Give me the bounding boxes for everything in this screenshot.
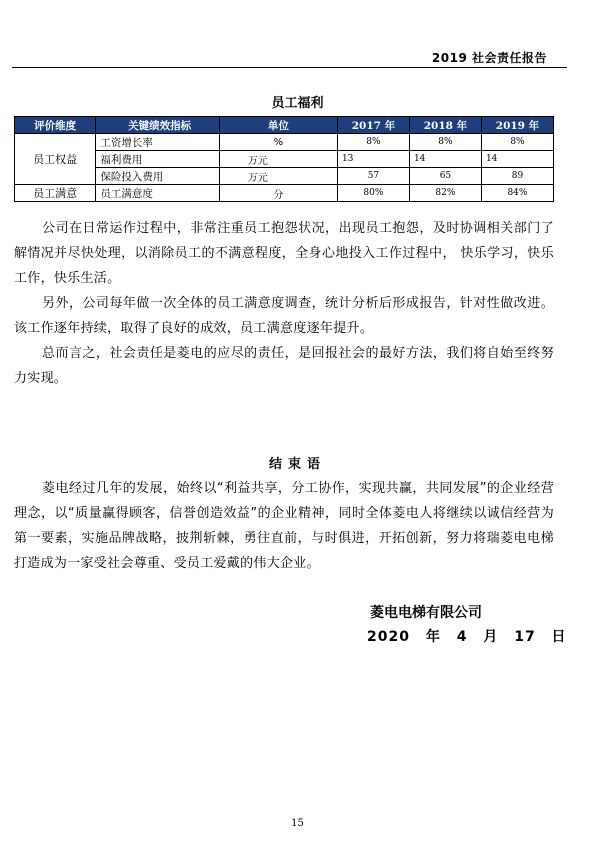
col-header-2019: 2019 年 — [481, 117, 553, 134]
cell-value-2018: 65 — [409, 168, 481, 185]
cell-value-2018: 82% — [409, 185, 481, 202]
table-row — [15, 134, 554, 151]
table-title: 员工福利 — [271, 96, 324, 111]
cell-dimension: 员工满意 — [15, 185, 96, 202]
col-header-2018: 2018 年 — [409, 117, 481, 134]
cell-value-2019: 14 — [481, 151, 553, 168]
cell-value-2017: 8% — [337, 134, 409, 151]
body-paragraph: 总而言之，社会责任是菱电的应尽的责任，是回报社会的最好方法，我们将自始至终努力实现。 — [14, 346, 554, 386]
cell-unit: 万元 — [219, 168, 337, 185]
table-header-row — [15, 117, 554, 134]
cell-unit: 万元 — [219, 151, 337, 168]
cell-value-2019: 8% — [481, 134, 553, 151]
cell-value-2018: 8% — [409, 134, 481, 151]
cell-value-2017: 80% — [337, 185, 409, 202]
signature-date: 2020 年 4 月 17 日 — [367, 629, 567, 645]
cell-kpi: 员工满意度 — [96, 185, 219, 202]
page-number: 15 — [291, 818, 304, 829]
closing-paragraph: 菱电经过几年的发展，始终以“利益共享，分工协作，实现共赢，共同发展”的企业经营理念，以“质量赢得顾客，信誉创造效益”的企业精神，同时全体菱电人将继续以诚信经营为第一要素，实施品牌战略，披荆斩棘，勇往直前，与时俱进，开拓创新，努力将瑞菱电电梯打造成为一家受社会尊重、受员工爱戴的伟大企业。 — [14, 481, 554, 571]
table-row — [15, 151, 554, 168]
cell-value-2019: 84% — [481, 185, 553, 202]
employee-welfare-table — [14, 116, 554, 202]
col-header-unit: 单位 — [219, 117, 337, 134]
cell-unit: 分 — [219, 185, 337, 202]
cell-kpi: 工资增长率 — [96, 134, 219, 151]
cell-value-2017: 13 — [337, 151, 409, 168]
cell-value-2017: 57 — [337, 168, 409, 185]
header-divider — [12, 67, 567, 68]
cell-unit: % — [219, 134, 337, 151]
cell-kpi: 福利费用 — [96, 151, 219, 168]
table-row — [15, 185, 554, 202]
cell-value-2019: 89 — [481, 168, 553, 185]
table-row — [15, 168, 554, 185]
col-header-kpi: 关键绩效指标 — [96, 117, 219, 134]
cell-dimension: 员工权益 — [15, 134, 96, 185]
cell-kpi: 保险投入费用 — [96, 168, 219, 185]
col-header-2017: 2017 年 — [337, 117, 409, 134]
body-paragraph: 公司在日常运作过程中，非常注重员工抱怨状况，出现员工抱怨，及时协调相关部门了解情况并尽快处理，以消除员工的不满意程度，全身心地投入工作过程中， 快乐学习，快乐工作，快乐生活。 — [14, 221, 554, 286]
report-header-title: 2019 社会责任报告 — [431, 51, 547, 65]
cell-value-2018: 14 — [409, 151, 481, 168]
closing-title: 结束语 — [268, 457, 326, 472]
body-paragraph: 另外，公司每年做一次全体的员工满意度调查，统计分析后形成报告，针对性做改进。该工作逐年持续，取得了良好的成效，员工满意度逐年提升。 — [14, 296, 554, 336]
company-signature: 菱电电梯有限公司 — [370, 605, 482, 621]
col-header-dimension: 评价维度 — [15, 117, 96, 134]
